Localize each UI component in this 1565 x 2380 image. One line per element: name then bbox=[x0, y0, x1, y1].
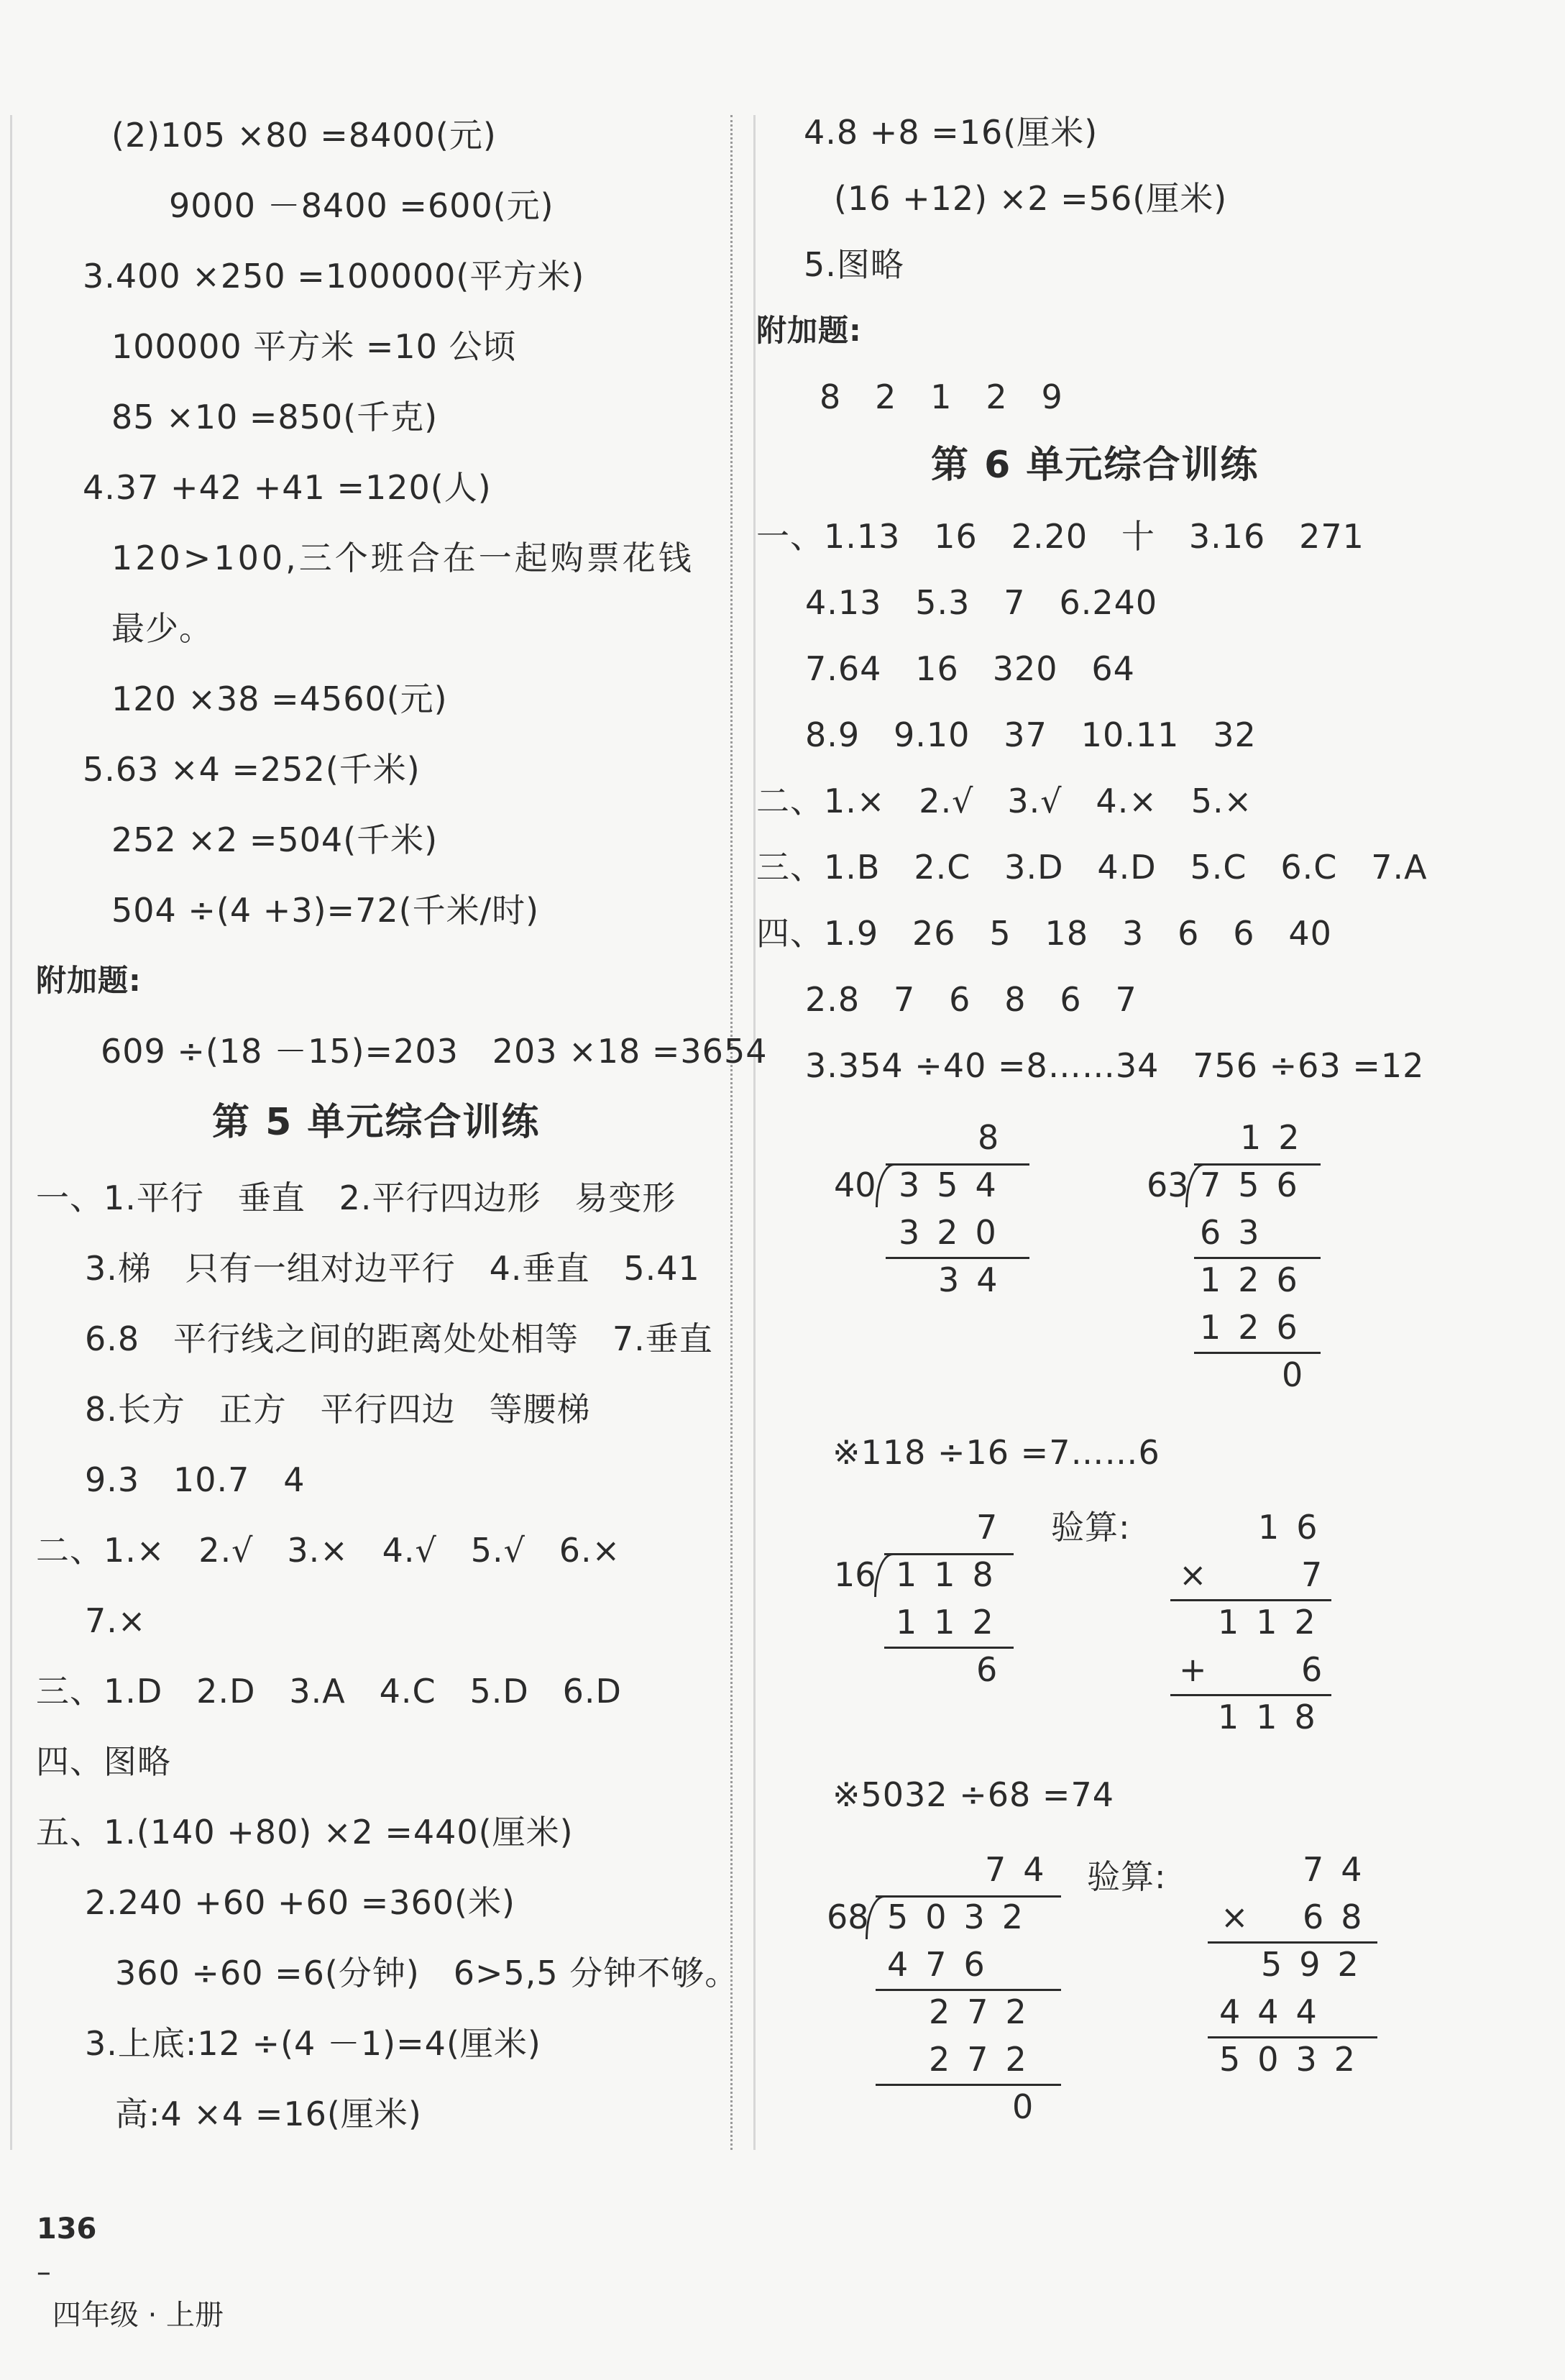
answer-line: (16 +12) ×2 =56(厘米) bbox=[834, 179, 1228, 218]
answer-line: 100000 平方米 =10 公顷 bbox=[111, 327, 517, 366]
dividend: 354 bbox=[899, 1166, 1014, 1204]
answer-line: 3.上底:12 ÷(4 －1)=4(厘米) bbox=[85, 2024, 541, 2063]
answer-line: 四、1.9 26 5 18 3 6 6 40 bbox=[756, 914, 1332, 953]
bonus-heading: 附加题: bbox=[756, 313, 862, 348]
long-division-118-by-16 bbox=[827, 1506, 1042, 1689]
answer-line: (2)105 ×80 =8400(元) bbox=[111, 116, 497, 155]
answer-line: 5.63 ×4 =252(千米) bbox=[83, 750, 421, 789]
answer-line: 252 ×2 =504(千米) bbox=[111, 820, 439, 859]
long-division-756-by-63 bbox=[1139, 1116, 1355, 1394]
quotient: 74 bbox=[985, 1850, 1062, 1889]
partial-dividend: 126 bbox=[1200, 1260, 1315, 1299]
answer-line: 四、图略 bbox=[36, 1742, 171, 1781]
answer-line: 6.8 平行线之间的距离处处相等 7.垂直 bbox=[85, 1319, 713, 1358]
answer-line: 85 ×10 =850(千克) bbox=[111, 398, 439, 436]
remainder: 6 bbox=[976, 1650, 1015, 1689]
divisor: 68 bbox=[827, 1898, 869, 1936]
divisor: 16 bbox=[834, 1555, 876, 1594]
answer-line: 一、1.平行 垂直 2.平行四边形 易变形 bbox=[36, 1178, 676, 1217]
answer-line: 三、1.D 2.D 3.A 4.C 5.D 6.D bbox=[36, 1672, 622, 1711]
check-multiplication-16x7 bbox=[1157, 1506, 1340, 1736]
times-sign: × bbox=[1221, 1898, 1266, 1936]
answer-line: 9.3 10.7 4 bbox=[85, 1460, 306, 1499]
partial-product: 126 bbox=[1200, 1308, 1315, 1347]
answer-line: 360 ÷60 =6(分钟) 6>5,5 分钟不够。 bbox=[115, 1954, 739, 1992]
quotient: 8 bbox=[978, 1118, 1016, 1157]
answer-line: 7.64 16 320 64 bbox=[805, 649, 1135, 688]
division-bracket bbox=[874, 1553, 895, 1597]
partial-product: 444 bbox=[1219, 1992, 1334, 2031]
answer-line: 五、1.(140 +80) ×2 =440(厘米) bbox=[36, 1813, 574, 1852]
unit6-title: 第 6 单元综合训练 bbox=[931, 444, 1259, 487]
answer-line: 三、1.B 2.C 3.D 4.D 5.C 6.C 7.A bbox=[756, 848, 1428, 887]
dividend: 118 bbox=[896, 1555, 1011, 1594]
answer-line: 3.400 ×250 =100000(平方米) bbox=[83, 257, 585, 296]
plus-sign: + bbox=[1179, 1650, 1224, 1689]
partial-product: 592 bbox=[1261, 1945, 1376, 1984]
answer-line: 3.梯 只有一组对边平行 4.垂直 5.41 bbox=[85, 1249, 700, 1288]
remainder-addend: 6 bbox=[1301, 1650, 1340, 1689]
answer-line: 609 ÷(18 －15)=203 203 ×18 =3654 bbox=[101, 1032, 768, 1071]
answer-line: 4.37 +42 +41 =120(人) bbox=[83, 468, 492, 507]
answer-line: 2.240 +60 +60 =360(米) bbox=[85, 1883, 515, 1922]
right-margin-rule bbox=[753, 115, 756, 2150]
footer-dash: – bbox=[36, 2256, 51, 2289]
check-label: 验算: bbox=[1051, 1508, 1131, 1547]
product: 5032 bbox=[1219, 2040, 1373, 2079]
dividend: 756 bbox=[1200, 1166, 1315, 1204]
partial-product: 63 bbox=[1200, 1213, 1277, 1252]
multiplier: 7 bbox=[1301, 1555, 1340, 1594]
page-number: 136 bbox=[36, 2212, 97, 2246]
partial-dividend: 272 bbox=[929, 1992, 1044, 2031]
grade-label: 四年级 · 上册 bbox=[52, 2299, 224, 2332]
remainder: 0 bbox=[1012, 2087, 1051, 2126]
unit5-title: 第 5 单元综合训练 bbox=[212, 1101, 541, 1144]
multiplicand: 74 bbox=[1303, 1850, 1380, 1889]
product: 112 bbox=[1218, 1603, 1333, 1642]
divisor: 63 bbox=[1147, 1166, 1189, 1204]
times-sign: × bbox=[1179, 1555, 1224, 1594]
divisor: 40 bbox=[834, 1166, 876, 1204]
answer-line: 8.9 9.10 37 10.11 32 bbox=[805, 715, 1257, 754]
partial-product: 272 bbox=[929, 2040, 1044, 2079]
answer-line: 504 ÷(4 +3)=72(千米/时) bbox=[111, 891, 540, 930]
left-margin-rule bbox=[10, 115, 12, 2150]
division-bracket bbox=[876, 1163, 896, 1207]
bonus-heading: 附加题: bbox=[36, 963, 142, 998]
check-label: 验算: bbox=[1087, 1857, 1167, 1896]
answer-line: 120>100,三个班合在一起购票花钱 bbox=[111, 539, 694, 577]
quotient: 12 bbox=[1240, 1118, 1317, 1157]
answer-line: 9000 －8400 =600(元) bbox=[169, 186, 554, 225]
answer-line: ※118 ÷16 =7……6 bbox=[832, 1433, 1160, 1472]
partial-product: 112 bbox=[896, 1603, 1011, 1642]
answer-line: 二、1.× 2.√ 3.√ 4.× 5.× bbox=[756, 782, 1253, 820]
page-footer bbox=[0, 2164, 224, 2380]
partial-product: 476 bbox=[887, 1945, 1002, 1984]
multiplier: 68 bbox=[1303, 1898, 1380, 1936]
check-multiplication-74x68 bbox=[1201, 1848, 1387, 2079]
answer-line: 7.× bbox=[85, 1601, 147, 1640]
answer-line: 120 ×38 =4560(元) bbox=[111, 679, 448, 718]
answer-line: 5.图略 bbox=[804, 245, 904, 284]
answer-line: 4.8 +8 =16(厘米) bbox=[804, 113, 1098, 152]
partial-product: 320 bbox=[899, 1213, 1014, 1252]
answer-line: ※5032 ÷68 =74 bbox=[832, 1775, 1115, 1814]
remainder: 34 bbox=[938, 1260, 1015, 1299]
column-divider bbox=[730, 115, 733, 2150]
answer-line: 8 2 1 2 9 bbox=[820, 377, 1063, 416]
answer-line: 一、1.13 16 2.20 十 3.16 271 bbox=[756, 517, 1364, 556]
answer-line: 二、1.× 2.√ 3.× 4.√ 5.√ 6.× bbox=[36, 1531, 621, 1570]
long-division-5032-by-68 bbox=[827, 1848, 1071, 2126]
multiplicand: 16 bbox=[1258, 1508, 1335, 1547]
answer-line: 2.8 7 6 8 6 7 bbox=[805, 980, 1137, 1019]
answer-line: 8.长方 正方 平行四边 等腰梯 bbox=[85, 1390, 591, 1429]
quotient: 7 bbox=[976, 1508, 1015, 1547]
answer-line: 3.354 ÷40 =8……34 756 ÷63 =12 bbox=[805, 1046, 1425, 1085]
long-division-354-by-40 bbox=[827, 1116, 1042, 1299]
sum: 118 bbox=[1218, 1698, 1333, 1736]
answer-line: 高:4 ×4 =16(厘米) bbox=[115, 2095, 422, 2133]
answer-line: 最少。 bbox=[111, 609, 213, 648]
dividend: 5032 bbox=[887, 1898, 1041, 1936]
answer-line: 4.13 5.3 7 6.240 bbox=[805, 583, 1158, 622]
remainder: 0 bbox=[1282, 1355, 1321, 1394]
